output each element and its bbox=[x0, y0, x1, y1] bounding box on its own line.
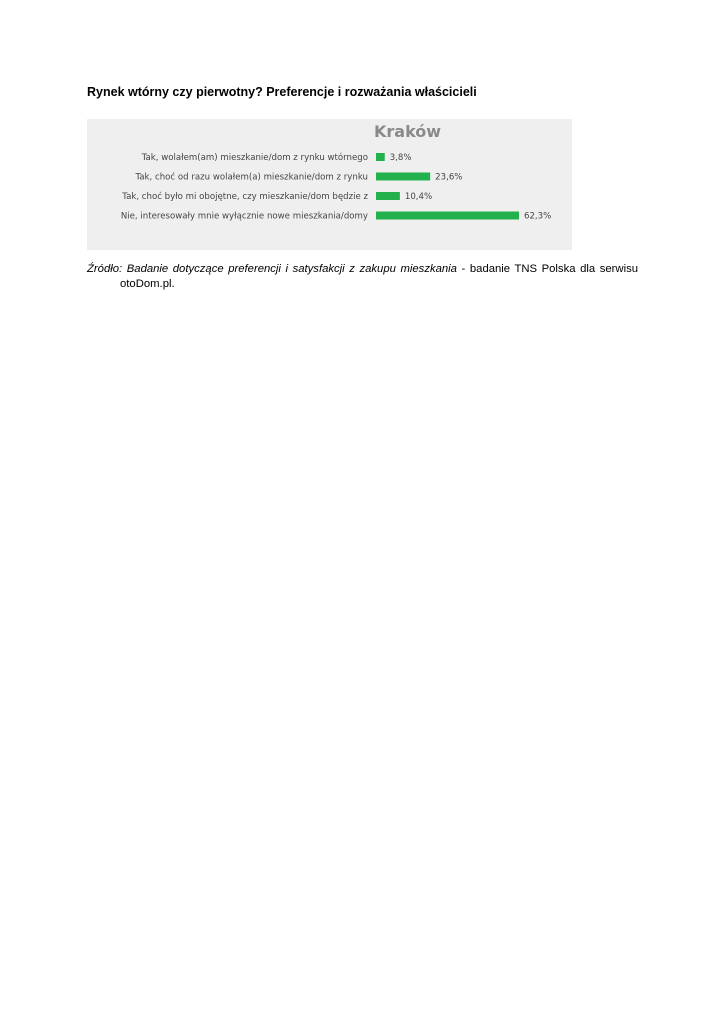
value-label: 23,6% bbox=[435, 172, 463, 183]
value-label: 3,8% bbox=[389, 153, 412, 163]
bar bbox=[376, 173, 430, 181]
source-study-title: Badanie dotyczące preferencji i satysfakcji z zakupu mieszkania bbox=[126, 263, 457, 275]
chart-title: Kraków bbox=[374, 122, 442, 141]
source-line-2: otoDom.pl. bbox=[120, 278, 175, 290]
bar bbox=[376, 212, 519, 220]
chart-panel bbox=[87, 119, 572, 250]
source-prefix: Źródło: bbox=[87, 263, 123, 275]
bar bbox=[376, 153, 385, 161]
document-heading: Rynek wtórny czy pierwotny? Preferencje i rozważania właścicieli bbox=[87, 85, 477, 99]
source-note bbox=[87, 262, 638, 292]
bar bbox=[376, 192, 400, 200]
source-suffix: - badanie TNS Polska dla serwisu bbox=[456, 263, 639, 275]
bar-chart bbox=[87, 119, 572, 250]
category-label: Tak, choć było mi obojętne, czy mieszkanie/dom będzie z bbox=[122, 192, 368, 202]
category-label: Tak, choć od razu wolałem(a) mieszkanie/dom z rynku bbox=[135, 172, 368, 183]
source-line-1 bbox=[87, 262, 638, 277]
category-label: Nie, interesowały mnie wyłącznie nowe mieszkania/domy bbox=[120, 211, 368, 222]
value-label: 10,4% bbox=[404, 192, 433, 202]
value-label: 62,3% bbox=[524, 211, 552, 222]
category-label: Tak, wolałem(am) mieszkanie/dom z rynku wtórnego bbox=[141, 153, 368, 163]
